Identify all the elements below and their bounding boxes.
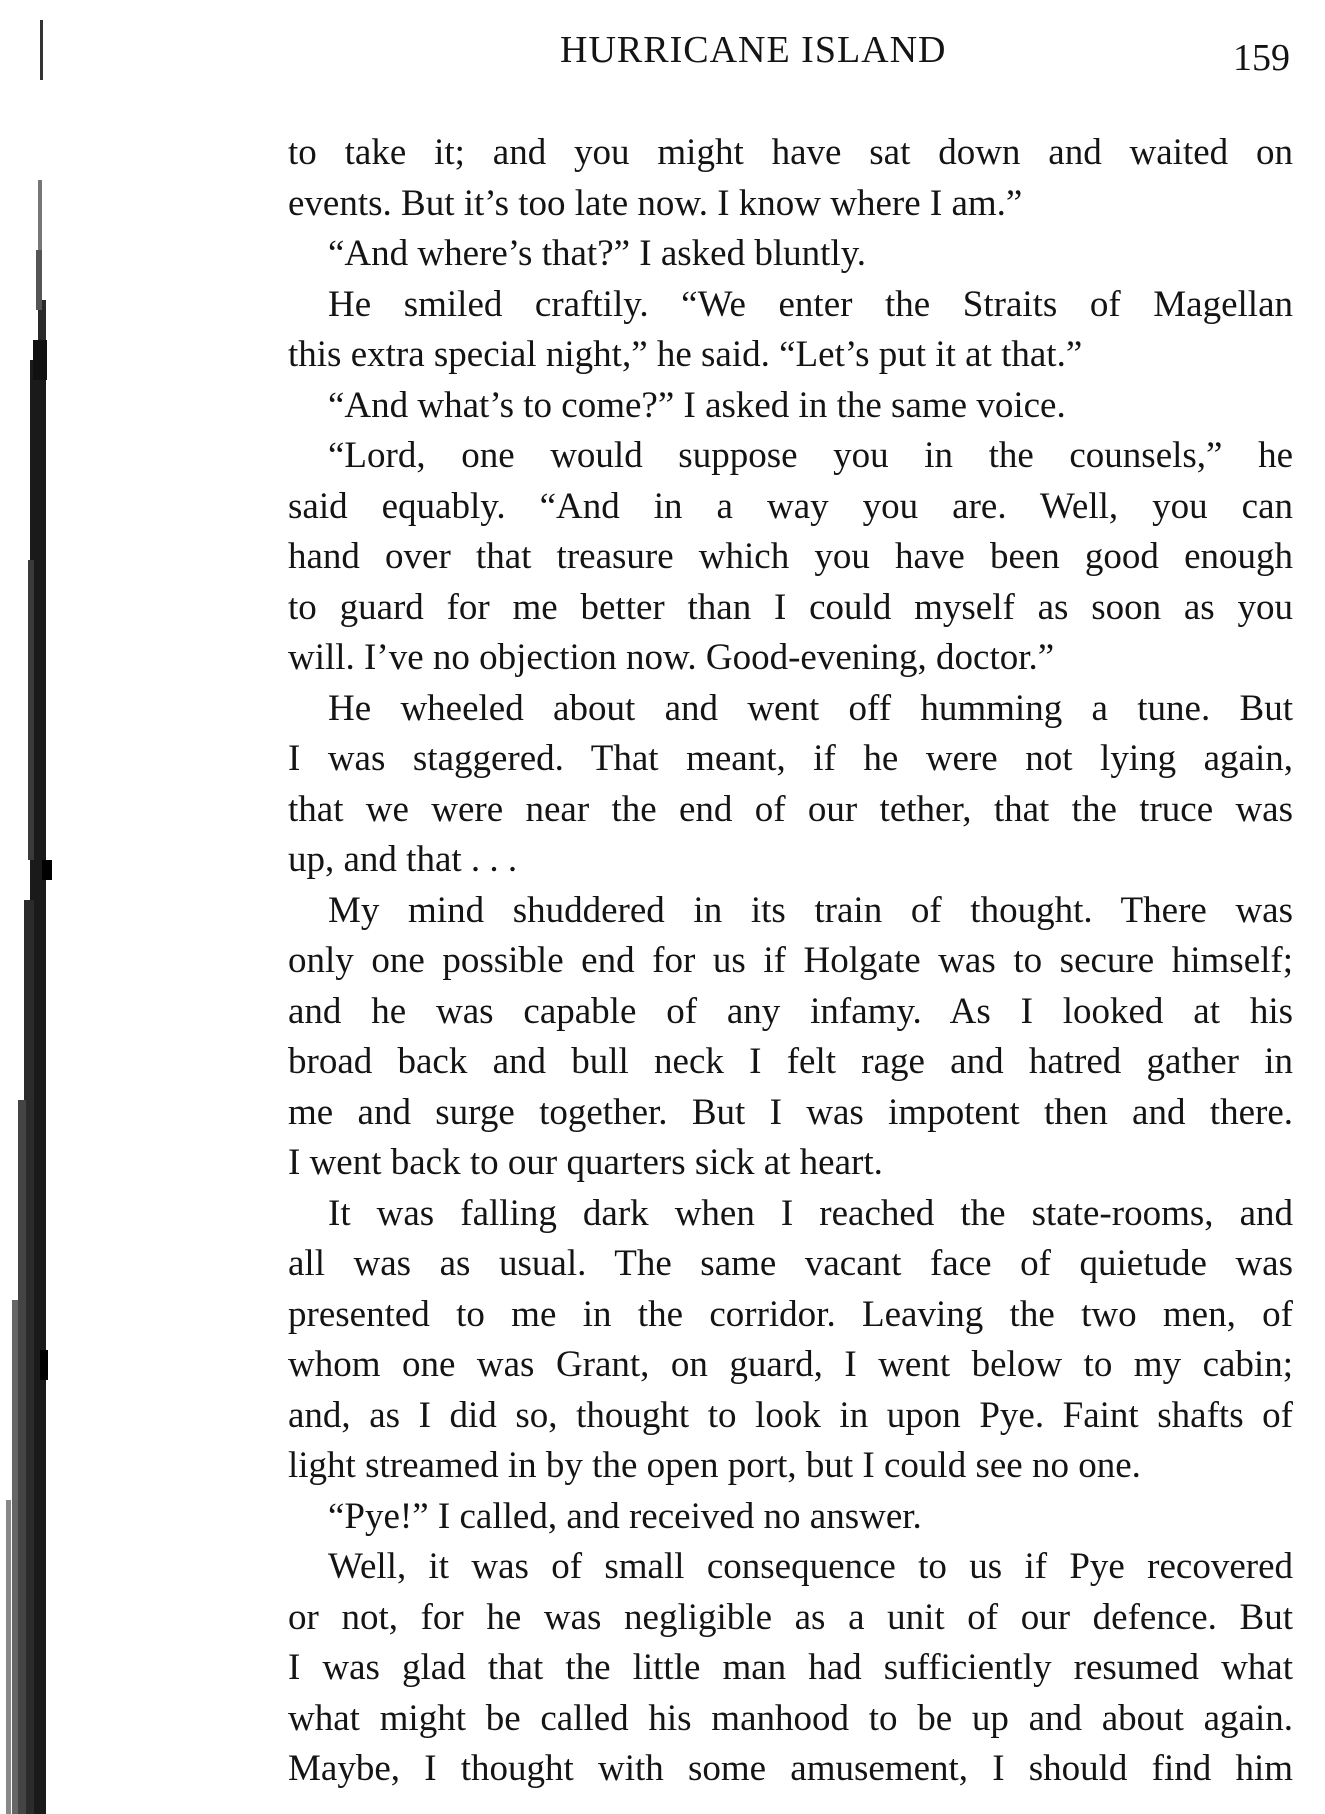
text-line: “And where’s that?” I asked bluntly. [328,233,867,274]
text-line: said equably. “And in a way you are. Well, you can [288,485,1293,527]
text-line: or not, for he was negligible as a unit of our defence. But [288,1596,1293,1638]
text-line: and he was capable of any infamy. As I looked at his [288,990,1293,1032]
text-line: what might be called his manhood to be up and about again. [288,1697,1293,1739]
text-line: will. I’ve no objection now. Good-evening, doctor.” [288,637,1055,678]
binding-shadow-graphic [0,0,58,1814]
text-line: It was falling dark when I reached the state-rooms, and [328,1192,1293,1234]
text-line: I went back to our quarters sick at heart. [288,1142,883,1183]
text-line: only one possible end for us if Holgate was to secure himself; [288,940,1293,981]
text-line: Well, it was of small consequence to us if Pye recovered [328,1546,1293,1587]
text-line: me and surge together. But I was impotent then and there. [288,1091,1293,1133]
text-line: presented to me in the corridor. Leaving the two men, of [288,1293,1293,1335]
text-line: light streamed in by the open port, but I could see no one. [288,1445,1141,1486]
text-line: “Lord, one would suppose you in the counsels,” he [328,435,1293,476]
running-head-title: HURRICANE ISLAND [560,29,947,71]
text-line: events. But it’s too late now. I know where I am.” [288,182,1023,224]
text-line: to guard for me better than I could myself as soon as you [288,586,1293,628]
text-line: He wheeled about and went off humming a tune. But [328,687,1293,729]
text-line: broad back and bull neck I felt rage and hatred gather in [288,1041,1293,1082]
text-line: that we were near the end of our tether, that the truce was [288,788,1293,830]
text-line: and, as I did so, thought to look in upon Pye. Faint shafts of [288,1394,1293,1436]
text-line: He smiled craftily. “We enter the Straits of Magellan [328,283,1293,325]
body-text [288,128,1293,1795]
text-line: Maybe, I thought with some amusement, I should find him [288,1748,1293,1789]
page-binding-edge [0,0,58,1814]
text-line: “Pye!” I called, and received no answer. [328,1495,922,1537]
text-line: My mind shuddered in its train of thought. There was [328,889,1293,931]
text-line: I was glad that the little man had sufficiently resumed what [288,1647,1293,1688]
text-line: this extra special night,” he said. “Let’s put it at that.” [288,334,1083,375]
text-line: up, and that . . . [288,839,518,880]
text-line: hand over that treasure which you have been good enough [288,536,1293,577]
text-line: I was staggered. That meant, if he were not lying again, [288,738,1293,779]
text-line: whom one was Grant, on guard, I went below to my cabin; [288,1344,1293,1385]
text-line: all was as usual. The same vacant face of quietude was [288,1243,1293,1284]
text-line: to take it; and you might have sat down and waited on [288,132,1293,173]
text-line: “And what’s to come?” I asked in the same voice. [328,384,1066,426]
page-number: 159 [1233,37,1290,79]
